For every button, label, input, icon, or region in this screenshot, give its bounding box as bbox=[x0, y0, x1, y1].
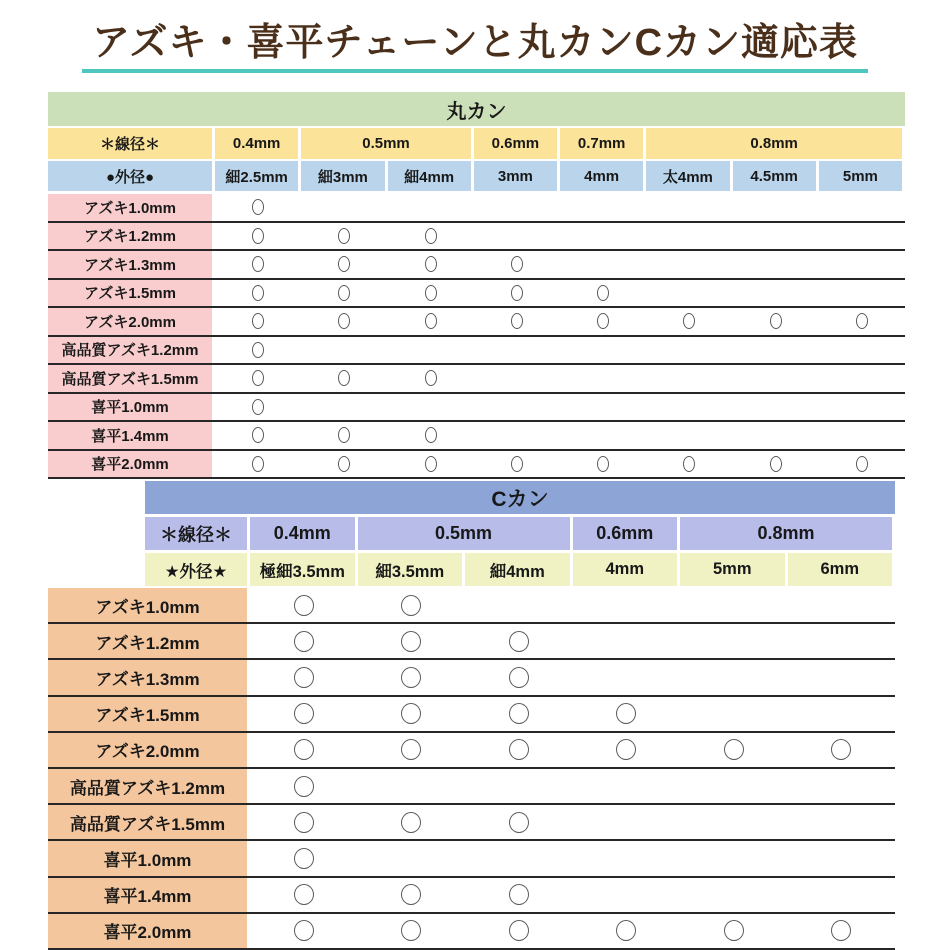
circle-mark bbox=[683, 456, 695, 472]
circle-mark bbox=[294, 920, 314, 941]
circle-mark bbox=[831, 739, 851, 760]
mark-cell bbox=[215, 451, 301, 478]
outer-diameter-cell: 細4mm bbox=[465, 553, 573, 586]
circle-mark bbox=[401, 812, 421, 833]
mark-cell bbox=[358, 914, 466, 948]
circle-mark bbox=[338, 313, 350, 329]
mark-cell bbox=[215, 223, 301, 250]
mark-cell bbox=[819, 223, 905, 250]
circle-mark bbox=[597, 313, 609, 329]
wire-diameter-cell: 0.8mm bbox=[646, 128, 905, 159]
mark-cell bbox=[215, 422, 301, 449]
mark-cell bbox=[301, 451, 387, 478]
mark-cell bbox=[465, 769, 573, 803]
mark-cell bbox=[388, 451, 474, 478]
circle-mark bbox=[509, 884, 529, 905]
outer-diameter-cell: 細2.5mm bbox=[215, 161, 301, 191]
table-row bbox=[48, 841, 895, 877]
outer-diameter-header: ●外径● bbox=[48, 161, 215, 191]
circle-mark bbox=[252, 285, 264, 301]
mark-cell bbox=[560, 194, 646, 221]
mark-cell bbox=[733, 394, 819, 421]
circle-mark bbox=[401, 703, 421, 724]
row-label: 喜平1.0mm bbox=[48, 394, 215, 421]
circle-mark bbox=[509, 667, 529, 688]
table-title: 丸カン bbox=[48, 92, 905, 126]
mark-cell bbox=[301, 422, 387, 449]
mark-cell bbox=[819, 337, 905, 364]
mark-cell bbox=[646, 251, 732, 278]
mark-cell bbox=[358, 769, 466, 803]
circle-mark bbox=[338, 285, 350, 301]
table-row bbox=[48, 733, 895, 769]
circle-mark bbox=[294, 703, 314, 724]
mark-cell bbox=[646, 308, 732, 335]
row-label: アズキ2.0mm bbox=[48, 733, 250, 767]
row-label: 喜平2.0mm bbox=[48, 451, 215, 478]
mark-cell bbox=[788, 624, 896, 658]
mark-cell bbox=[215, 365, 301, 392]
mark-cell bbox=[819, 422, 905, 449]
wire-diameter-row bbox=[48, 128, 905, 159]
circle-mark bbox=[616, 703, 636, 724]
circle-mark bbox=[294, 884, 314, 905]
outer-diameter-cell: 細4mm bbox=[388, 161, 474, 191]
circle-mark bbox=[294, 848, 314, 869]
outer-diameter-cell: 太4mm bbox=[646, 161, 732, 191]
mark-cell bbox=[301, 365, 387, 392]
mark-cell bbox=[788, 733, 896, 767]
outer-diameter-cell: 5mm bbox=[680, 553, 788, 586]
circle-mark bbox=[252, 256, 264, 272]
mark-cell bbox=[788, 878, 896, 912]
circle-mark bbox=[425, 285, 437, 301]
mark-cell bbox=[788, 697, 896, 731]
mark-cell bbox=[788, 841, 896, 875]
mark-cell bbox=[680, 769, 788, 803]
mark-cell bbox=[560, 422, 646, 449]
outer-diameter-cell: 4mm bbox=[560, 161, 646, 191]
outer-diameter-cell: 6mm bbox=[788, 553, 896, 586]
mark-cell bbox=[474, 251, 560, 278]
mark-cell bbox=[474, 365, 560, 392]
row-label: 喜平2.0mm bbox=[48, 914, 250, 948]
row-label: アズキ1.2mm bbox=[48, 223, 215, 250]
mark-cell bbox=[301, 394, 387, 421]
row-label: アズキ1.3mm bbox=[48, 251, 215, 278]
mark-cell bbox=[474, 280, 560, 307]
circle-mark bbox=[401, 667, 421, 688]
mark-cell bbox=[560, 308, 646, 335]
mark-cell bbox=[788, 769, 896, 803]
mark-cell bbox=[388, 194, 474, 221]
mark-cell bbox=[573, 914, 681, 948]
table-row bbox=[48, 451, 905, 480]
circle-mark bbox=[511, 313, 523, 329]
mark-cell bbox=[358, 841, 466, 875]
mark-cell bbox=[465, 878, 573, 912]
mark-cell bbox=[358, 733, 466, 767]
mark-cell bbox=[301, 308, 387, 335]
mark-cell bbox=[465, 805, 573, 839]
circle-mark bbox=[425, 456, 437, 472]
mark-cell bbox=[646, 280, 732, 307]
mark-cell bbox=[819, 280, 905, 307]
circle-mark bbox=[425, 427, 437, 443]
table-row bbox=[48, 914, 895, 950]
mark-cell bbox=[573, 588, 681, 622]
mark-cell bbox=[250, 588, 358, 622]
mark-cell bbox=[250, 769, 358, 803]
circle-mark bbox=[831, 920, 851, 941]
mark-cell bbox=[358, 660, 466, 694]
mark-cell bbox=[388, 394, 474, 421]
mark-cell bbox=[573, 624, 681, 658]
circle-mark bbox=[597, 285, 609, 301]
circle-mark bbox=[252, 456, 264, 472]
circle-mark bbox=[338, 256, 350, 272]
table-title: Cカン bbox=[145, 481, 895, 514]
mark-cell bbox=[250, 841, 358, 875]
mark-cell bbox=[680, 914, 788, 948]
wire-diameter-cell: 0.5mm bbox=[301, 128, 474, 159]
mark-cell bbox=[465, 733, 573, 767]
page-title: アズキ・喜平チェーンと丸カンCカン適応表 bbox=[82, 20, 868, 73]
mark-cell bbox=[250, 624, 358, 658]
mark-cell bbox=[474, 451, 560, 478]
mark-cell bbox=[680, 588, 788, 622]
mark-cell bbox=[474, 422, 560, 449]
wire-diameter-cell: 0.5mm bbox=[358, 517, 573, 550]
circle-mark bbox=[294, 667, 314, 688]
mark-cell bbox=[573, 697, 681, 731]
circle-mark bbox=[252, 427, 264, 443]
circle-mark bbox=[425, 313, 437, 329]
mark-cell bbox=[819, 194, 905, 221]
circle-mark bbox=[597, 456, 609, 472]
circle-mark bbox=[509, 920, 529, 941]
outer-diameter-cell: 極細3.5mm bbox=[250, 553, 358, 586]
table-row bbox=[48, 422, 905, 451]
mark-cell bbox=[560, 223, 646, 250]
table-row bbox=[48, 337, 905, 366]
mark-cell bbox=[301, 194, 387, 221]
mark-cell bbox=[250, 660, 358, 694]
outer-diameter-row bbox=[48, 161, 905, 191]
mark-cell bbox=[358, 878, 466, 912]
circle-mark bbox=[252, 370, 264, 386]
circle-mark bbox=[856, 313, 868, 329]
row-label: 高品質アズキ1.2mm bbox=[48, 337, 215, 364]
table-row bbox=[48, 280, 905, 309]
table-row bbox=[48, 697, 895, 733]
mark-cell bbox=[646, 394, 732, 421]
table-row bbox=[48, 308, 905, 337]
mark-cell bbox=[388, 365, 474, 392]
circle-mark bbox=[509, 812, 529, 833]
circle-mark bbox=[425, 256, 437, 272]
mark-cell bbox=[215, 394, 301, 421]
circle-mark bbox=[770, 313, 782, 329]
mark-cell bbox=[301, 337, 387, 364]
mark-cell bbox=[474, 223, 560, 250]
circle-mark bbox=[252, 342, 264, 358]
mark-cell bbox=[680, 878, 788, 912]
wire-diameter-cell: 0.6mm bbox=[573, 517, 681, 550]
mark-cell bbox=[819, 451, 905, 478]
circle-mark bbox=[511, 285, 523, 301]
mark-cell bbox=[465, 841, 573, 875]
mark-cell bbox=[733, 451, 819, 478]
table-row bbox=[48, 878, 895, 914]
circle-mark bbox=[401, 631, 421, 652]
circle-mark bbox=[401, 739, 421, 760]
title-bar bbox=[0, 0, 950, 73]
outer-diameter-cell: 4mm bbox=[573, 553, 681, 586]
mark-cell bbox=[646, 194, 732, 221]
mark-cell bbox=[680, 805, 788, 839]
mark-cell bbox=[573, 805, 681, 839]
mark-cell bbox=[788, 805, 896, 839]
table-row bbox=[48, 223, 905, 252]
mark-cell bbox=[474, 308, 560, 335]
circle-mark bbox=[294, 739, 314, 760]
circle-mark bbox=[425, 228, 437, 244]
table-row bbox=[48, 624, 895, 660]
circle-mark bbox=[509, 703, 529, 724]
mark-cell bbox=[301, 251, 387, 278]
mark-cell bbox=[733, 223, 819, 250]
mark-cell bbox=[388, 280, 474, 307]
table-row bbox=[48, 251, 905, 280]
mark-cell bbox=[388, 223, 474, 250]
outer-diameter-cell: 細3.5mm bbox=[358, 553, 466, 586]
mark-cell bbox=[819, 251, 905, 278]
circle-mark bbox=[401, 595, 421, 616]
wire-diameter-row bbox=[48, 517, 895, 550]
mark-cell bbox=[788, 660, 896, 694]
circle-mark bbox=[509, 631, 529, 652]
table-row bbox=[48, 394, 905, 423]
circle-mark bbox=[252, 399, 264, 415]
row-label: アズキ1.0mm bbox=[48, 194, 215, 221]
row-label: アズキ1.3mm bbox=[48, 660, 250, 694]
row-label: 高品質アズキ1.2mm bbox=[48, 769, 250, 803]
table-row bbox=[48, 660, 895, 696]
circle-mark bbox=[770, 456, 782, 472]
mark-cell bbox=[733, 422, 819, 449]
mark-cell bbox=[215, 308, 301, 335]
circle-mark bbox=[294, 595, 314, 616]
mark-cell bbox=[560, 451, 646, 478]
mark-cell bbox=[250, 878, 358, 912]
wire-diameter-cell: 0.7mm bbox=[560, 128, 646, 159]
row-label: アズキ1.5mm bbox=[48, 280, 215, 307]
outer-diameter-header: ★外径★ bbox=[145, 553, 250, 586]
mark-cell bbox=[560, 251, 646, 278]
mark-cell bbox=[250, 733, 358, 767]
mark-cell bbox=[388, 308, 474, 335]
circle-mark bbox=[856, 456, 868, 472]
circle-mark bbox=[338, 228, 350, 244]
mark-cell bbox=[301, 280, 387, 307]
marukan-table bbox=[48, 92, 905, 479]
circle-mark bbox=[294, 776, 314, 797]
mark-cell bbox=[560, 337, 646, 364]
mark-cell bbox=[358, 697, 466, 731]
mark-cell bbox=[573, 769, 681, 803]
mark-cell bbox=[733, 337, 819, 364]
row-label: 喜平1.4mm bbox=[48, 422, 215, 449]
mark-cell bbox=[646, 223, 732, 250]
circle-mark bbox=[724, 739, 744, 760]
circle-mark bbox=[511, 456, 523, 472]
wire-diameter-header: ＊線径＊ bbox=[48, 128, 215, 159]
table-title-row bbox=[48, 481, 895, 514]
mark-cell bbox=[465, 624, 573, 658]
outer-diameter-cell: 4.5mm bbox=[733, 161, 819, 191]
mark-cell bbox=[680, 624, 788, 658]
mark-cell bbox=[680, 660, 788, 694]
mark-cell bbox=[819, 308, 905, 335]
outer-diameter-cell: 3mm bbox=[474, 161, 560, 191]
mark-cell bbox=[215, 251, 301, 278]
mark-cell bbox=[646, 365, 732, 392]
row-label: 喜平1.0mm bbox=[48, 841, 250, 875]
mark-cell bbox=[733, 365, 819, 392]
mark-cell bbox=[215, 194, 301, 221]
circle-mark bbox=[294, 812, 314, 833]
mark-cell bbox=[388, 337, 474, 364]
outer-diameter-cell: 細3mm bbox=[301, 161, 387, 191]
mark-cell bbox=[474, 337, 560, 364]
circle-mark bbox=[616, 739, 636, 760]
wire-diameter-header: ＊線径＊ bbox=[145, 517, 250, 550]
mark-cell bbox=[788, 914, 896, 948]
mark-cell bbox=[465, 914, 573, 948]
circle-mark bbox=[511, 256, 523, 272]
mark-cell bbox=[250, 914, 358, 948]
mark-cell bbox=[215, 280, 301, 307]
row-label: アズキ1.5mm bbox=[48, 697, 250, 731]
row-label: アズキ2.0mm bbox=[48, 308, 215, 335]
circle-mark bbox=[616, 920, 636, 941]
mark-cell bbox=[215, 337, 301, 364]
mark-cell bbox=[560, 365, 646, 392]
mark-cell bbox=[733, 308, 819, 335]
mark-cell bbox=[646, 337, 732, 364]
mark-cell bbox=[573, 660, 681, 694]
circle-mark bbox=[338, 370, 350, 386]
mark-cell bbox=[358, 805, 466, 839]
table-title-row bbox=[48, 92, 905, 126]
mark-cell bbox=[560, 394, 646, 421]
mark-cell bbox=[680, 733, 788, 767]
circle-mark bbox=[252, 199, 264, 215]
mark-cell bbox=[560, 280, 646, 307]
mark-cell bbox=[474, 394, 560, 421]
mark-cell bbox=[573, 841, 681, 875]
circle-mark bbox=[294, 631, 314, 652]
mark-cell bbox=[388, 251, 474, 278]
circle-mark bbox=[401, 884, 421, 905]
circle-mark bbox=[509, 739, 529, 760]
wire-diameter-cell: 0.4mm bbox=[215, 128, 301, 159]
mark-cell bbox=[733, 280, 819, 307]
mark-cell bbox=[465, 588, 573, 622]
circle-mark bbox=[252, 313, 264, 329]
mark-cell bbox=[573, 878, 681, 912]
mark-cell bbox=[358, 624, 466, 658]
circle-mark bbox=[425, 370, 437, 386]
mark-cell bbox=[733, 194, 819, 221]
wire-diameter-cell: 0.8mm bbox=[680, 517, 895, 550]
circle-mark bbox=[338, 456, 350, 472]
row-label: 高品質アズキ1.5mm bbox=[48, 365, 215, 392]
mark-cell bbox=[733, 251, 819, 278]
circle-mark bbox=[338, 427, 350, 443]
row-label: 喜平1.4mm bbox=[48, 878, 250, 912]
table-row bbox=[48, 365, 905, 394]
mark-cell bbox=[474, 194, 560, 221]
mark-cell bbox=[788, 588, 896, 622]
mark-cell bbox=[573, 733, 681, 767]
table-row bbox=[48, 769, 895, 805]
wire-diameter-cell: 0.4mm bbox=[250, 517, 358, 550]
circle-mark bbox=[683, 313, 695, 329]
outer-diameter-row bbox=[48, 553, 895, 586]
circle-mark bbox=[401, 920, 421, 941]
wire-diameter-cell: 0.6mm bbox=[474, 128, 560, 159]
ckan-table bbox=[48, 481, 895, 950]
mark-cell bbox=[301, 223, 387, 250]
mark-cell bbox=[358, 588, 466, 622]
circle-mark bbox=[252, 228, 264, 244]
mark-cell bbox=[250, 697, 358, 731]
mark-cell bbox=[819, 394, 905, 421]
mark-cell bbox=[680, 697, 788, 731]
mark-cell bbox=[680, 841, 788, 875]
mark-cell bbox=[819, 365, 905, 392]
mark-cell bbox=[250, 805, 358, 839]
mark-cell bbox=[646, 422, 732, 449]
mark-cell bbox=[388, 422, 474, 449]
table-row bbox=[48, 194, 905, 223]
row-label: 高品質アズキ1.5mm bbox=[48, 805, 250, 839]
row-label: アズキ1.2mm bbox=[48, 624, 250, 658]
table-row bbox=[48, 805, 895, 841]
outer-diameter-cell: 5mm bbox=[819, 161, 905, 191]
circle-mark bbox=[724, 920, 744, 941]
mark-cell bbox=[465, 697, 573, 731]
row-label: アズキ1.0mm bbox=[48, 588, 250, 622]
mark-cell bbox=[646, 451, 732, 478]
table-row bbox=[48, 588, 895, 624]
mark-cell bbox=[465, 660, 573, 694]
